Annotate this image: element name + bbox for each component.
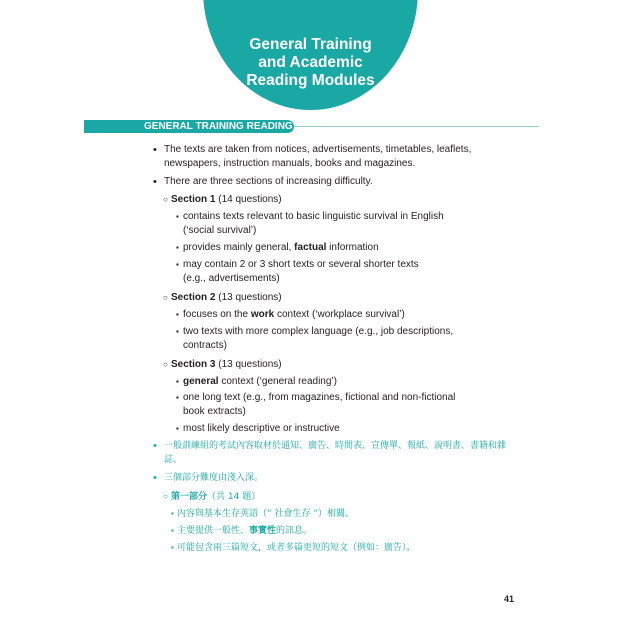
square-bullet-icon: ▪ <box>176 377 179 386</box>
section-3-item-2-line-2: book extracts) <box>183 406 246 417</box>
circle-bullet-icon: ○ <box>163 360 168 369</box>
title-line-3: Reading Modules <box>246 72 375 89</box>
bullet-icon: • <box>153 440 157 452</box>
title-line-1: General Training <box>249 36 372 53</box>
chinese-section-1-item-2: 主要提供一般性、事實性的訊息。 <box>177 526 313 536</box>
section-1-item-1-line-2: (‘social survival’) <box>183 225 257 236</box>
section-2-heading: Section 2 (13 questions) <box>171 292 282 303</box>
section-heading-bar <box>84 120 294 133</box>
section-1-item-3-line-2: (e.g., advertisements) <box>183 273 280 284</box>
section-3-heading: Section 3 (13 questions) <box>171 359 282 370</box>
square-bullet-icon: ▪ <box>176 424 179 433</box>
circle-bullet-icon: ○ <box>163 195 168 204</box>
section-3-item-2-line-1: one long text (e.g., from magazines, fictional and non-fictional <box>183 392 456 403</box>
section-1-heading: Section 1 (14 questions) <box>171 194 282 205</box>
square-bullet-icon: ▪ <box>171 526 174 535</box>
bullet-2: There are three sections of increasing difficulty. <box>164 176 373 187</box>
bullet-1-line-2: newspapers, instruction manuals, books and magazines. <box>164 158 416 169</box>
bullet-icon: • <box>153 144 157 156</box>
chinese-section-1-item-3: 可能包含兩三篇短文，或者多篇更短的短文（例如：廣告）。 <box>177 543 416 553</box>
bullet-1-line-1: The texts are taken from notices, advertisements, timetables, leaflets, <box>164 144 472 155</box>
section-3-item-3: most likely descriptive or instructive <box>183 423 340 434</box>
chinese-section-1-item-1: 內容與基本生存英語（“ 社會生存 ”）相關。 <box>177 509 355 519</box>
chinese-bullet-1-line-2: 誌。 <box>164 455 183 465</box>
square-bullet-icon: ▪ <box>176 243 179 252</box>
bullet-icon: • <box>153 176 157 188</box>
section-2-item-2-line-2: contracts) <box>183 340 227 351</box>
square-bullet-icon: ▪ <box>176 260 179 269</box>
bullet-icon: • <box>153 472 157 484</box>
section-2-item-2-line-1: two texts with more complex language (e.g., job descriptions, <box>183 326 454 337</box>
square-bullet-icon: ▪ <box>176 212 179 221</box>
square-bullet-icon: ▪ <box>171 509 174 518</box>
page-number: 41 <box>504 594 515 604</box>
chinese-bullet-1-line-1: 一般訓練組的考試內容取材於通知、廣告、時間表、宣傳單、報紙、說明書、書籍和雜 <box>164 441 507 451</box>
section-2-item-1: focuses on the work context (‘workplace survival’) <box>183 309 405 320</box>
chinese-bullet-2: 三個部分難度由淺入深。 <box>164 473 264 483</box>
section-1-item-2: provides mainly general, factual information <box>183 242 379 253</box>
square-bullet-icon: ▪ <box>171 543 174 552</box>
circle-bullet-icon: ○ <box>163 492 168 501</box>
circle-bullet-icon: ○ <box>163 293 168 302</box>
title-line-2: and Academic <box>258 54 363 71</box>
section-heading: GENERAL TRAINING READING <box>144 121 293 132</box>
page-title <box>203 36 418 90</box>
square-bullet-icon: ▪ <box>176 327 179 336</box>
section-rule <box>294 126 539 127</box>
square-bullet-icon: ▪ <box>176 310 179 319</box>
chinese-section-1-heading: 第一部分（共 14 題） <box>171 492 261 502</box>
section-3-item-1: general context (‘general reading’) <box>183 376 337 387</box>
section-1-item-1-line-1: contains texts relevant to basic linguistic survival in English <box>183 211 444 222</box>
square-bullet-icon: ▪ <box>176 393 179 402</box>
section-1-item-3-line-1: may contain 2 or 3 short texts or several shorter texts <box>183 259 419 270</box>
